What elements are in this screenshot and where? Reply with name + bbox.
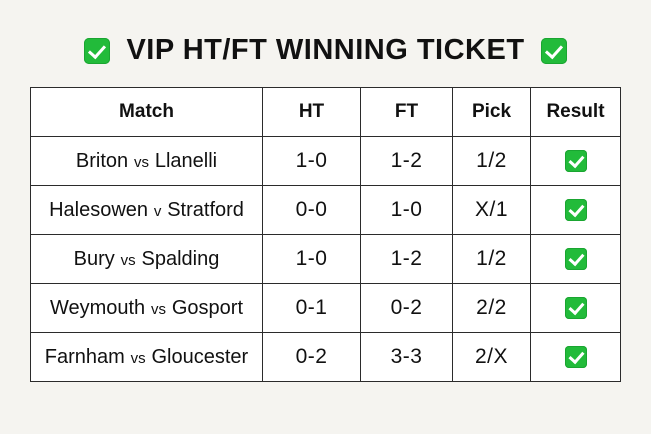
result-wrapper — [531, 346, 620, 368]
versus-label: v — [153, 203, 162, 220]
check-mark-icon — [565, 199, 587, 221]
column-header-ft: FT — [361, 88, 453, 137]
table-row — [31, 333, 621, 382]
column-header-ht: HT — [263, 88, 361, 137]
ft-score: 0-2 — [361, 284, 453, 333]
table-row — [31, 235, 621, 284]
table-header-row — [31, 88, 621, 137]
result-cell — [531, 186, 621, 235]
home-team: Weymouth — [49, 297, 146, 319]
ht-score: 0-1 — [263, 284, 361, 333]
pick-value: 2/X — [453, 333, 531, 382]
table-row — [31, 137, 621, 186]
match-cell — [31, 284, 263, 333]
table-row — [31, 284, 621, 333]
match-cell — [31, 333, 263, 382]
ft-score: 1-0 — [361, 186, 453, 235]
ht-score: 0-2 — [263, 333, 361, 382]
result-wrapper — [531, 199, 620, 221]
check-mark-icon — [565, 248, 587, 270]
pick-value: 1/2 — [453, 235, 531, 284]
versus-label: vs — [130, 350, 146, 367]
result-cell — [531, 333, 621, 382]
ft-score: 1-2 — [361, 137, 453, 186]
table-row — [31, 186, 621, 235]
match-cell — [31, 235, 263, 284]
check-mark-icon — [565, 297, 587, 319]
home-team: Halesowen — [49, 199, 149, 221]
versus-label: vs — [133, 154, 149, 171]
result-wrapper — [531, 150, 620, 172]
column-header-result: Result — [531, 88, 621, 137]
match-cell — [31, 137, 263, 186]
result-cell — [531, 235, 621, 284]
versus-label: vs — [151, 301, 167, 318]
ft-score: 1-2 — [361, 235, 453, 284]
page-title — [84, 34, 566, 67]
column-header-pick: Pick — [453, 88, 531, 137]
away-team: Llanelli — [154, 150, 218, 172]
home-team: Bury — [73, 248, 115, 270]
column-header-match: Match — [31, 88, 263, 137]
result-wrapper — [531, 248, 620, 270]
ht-score: 1-0 — [263, 235, 361, 284]
ht-score: 0-0 — [263, 186, 361, 235]
home-team: Farnham — [44, 346, 125, 368]
pick-value: X/1 — [453, 186, 531, 235]
ht-score: 1-0 — [263, 137, 361, 186]
page-title-text: VIP HT/FT WINNING TICKET — [126, 34, 525, 66]
away-team: Gosport — [171, 297, 244, 319]
away-team: Spalding — [141, 248, 220, 270]
home-team: Briton — [75, 150, 129, 172]
check-mark-icon — [565, 150, 587, 172]
away-team: Gloucester — [151, 346, 249, 368]
pick-value: 1/2 — [453, 137, 531, 186]
match-cell — [31, 186, 263, 235]
check-mark-icon — [565, 346, 587, 368]
pick-value: 2/2 — [453, 284, 531, 333]
result-cell — [531, 137, 621, 186]
result-wrapper — [531, 297, 620, 319]
result-cell — [531, 284, 621, 333]
versus-label: vs — [120, 252, 136, 269]
check-mark-icon — [84, 38, 110, 64]
check-mark-icon — [541, 38, 567, 64]
ft-score: 3-3 — [361, 333, 453, 382]
away-team: Stratford — [167, 199, 244, 221]
winning-ticket-table — [30, 87, 621, 382]
